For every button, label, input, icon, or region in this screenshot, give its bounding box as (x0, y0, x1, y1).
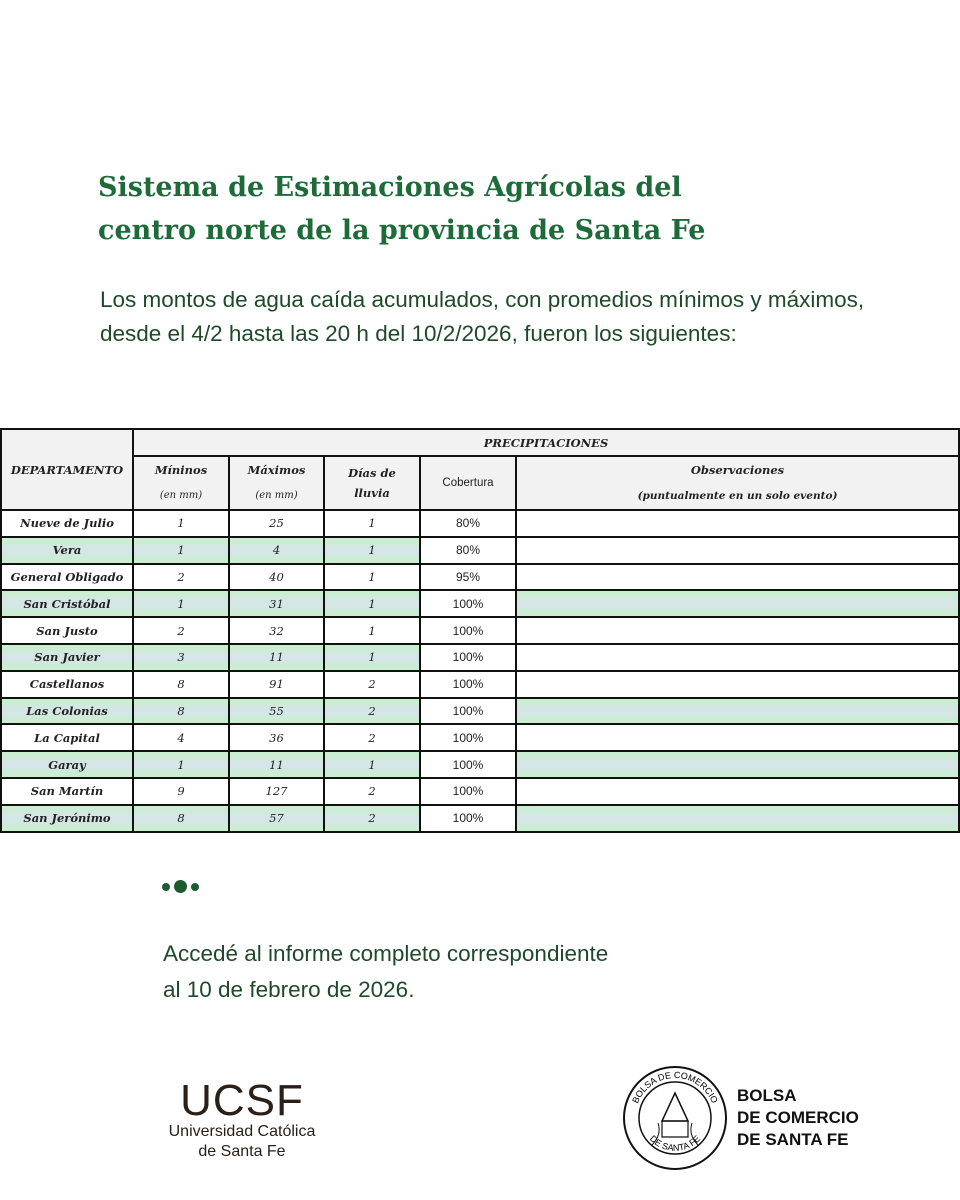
bolsa-wordmark: BOLSA DE COMERCIO DE SANTA FE (737, 1086, 859, 1149)
cell-days: 2 (324, 778, 420, 805)
cell-obs (516, 778, 959, 805)
header-departamento: DEPARTAMENTO (1, 429, 133, 510)
cell-max: 55 (229, 698, 324, 725)
cell-dept: San Jerónimo (1, 805, 133, 832)
header-precipitaciones: PRECIPITACIONES (133, 429, 959, 456)
cell-days: 2 (324, 671, 420, 698)
cell-obs (516, 671, 959, 698)
cell-cob: 100% (420, 590, 516, 617)
table-row (1, 751, 959, 778)
cell-dept: San Cristóbal (1, 590, 133, 617)
cell-cob: 100% (420, 724, 516, 751)
cell-obs (516, 564, 959, 591)
svg-text:DE SANTA FE: DE SANTA FE (647, 1133, 703, 1153)
cell-cob: 100% (420, 617, 516, 644)
cell-min: 3 (133, 644, 229, 671)
cell-max: 36 (229, 724, 324, 751)
cell-min: 1 (133, 590, 229, 617)
cell-max: 25 (229, 510, 324, 537)
page-title (98, 166, 705, 252)
cell-days: 1 (324, 644, 420, 671)
cell-cob: 95% (420, 564, 516, 591)
cell-max: 31 (229, 590, 324, 617)
title-line: centro norte de la provincia de Santa Fe (98, 215, 706, 246)
cell-min: 1 (133, 510, 229, 537)
cell-obs (516, 590, 959, 617)
cell-dept: Castellanos (1, 671, 133, 698)
cell-max: 40 (229, 564, 324, 591)
cell-obs (516, 698, 959, 725)
cell-dept: General Obligado (1, 564, 133, 591)
cell-max: 57 (229, 805, 324, 832)
cell-min: 4 (133, 724, 229, 751)
header-min: Míninos (en mm) (133, 456, 229, 510)
cell-days: 2 (324, 724, 420, 751)
cell-obs (516, 537, 959, 564)
table-row (1, 564, 959, 591)
cell-cob: 80% (420, 537, 516, 564)
header-cobertura: Cobertura (420, 456, 516, 510)
cell-obs (516, 510, 959, 537)
cell-dept: San Javier (1, 644, 133, 671)
table-row (1, 805, 959, 832)
header-max: Máximos (en mm) (229, 456, 324, 510)
cell-dept: Nueve de Julio (1, 510, 133, 537)
cta-line: al 10 de febrero de 2026. (163, 977, 415, 1002)
table-row (1, 510, 959, 537)
cell-dept: Garay (1, 751, 133, 778)
header-observaciones: Observaciones (puntualmente en un solo evento) (516, 456, 959, 510)
cell-cob: 100% (420, 751, 516, 778)
cell-min: 8 (133, 698, 229, 725)
cell-min: 2 (133, 617, 229, 644)
cell-days: 1 (324, 617, 420, 644)
cell-obs (516, 644, 959, 671)
cell-days: 2 (324, 805, 420, 832)
table-row (1, 698, 959, 725)
cell-dept: Vera (1, 537, 133, 564)
ucsf-name: de Santa Fe (198, 1143, 286, 1160)
table-row (1, 617, 959, 644)
cell-min: 8 (133, 671, 229, 698)
table-row (1, 644, 959, 671)
cell-cob: 80% (420, 510, 516, 537)
cell-obs (516, 751, 959, 778)
precipitation-table (0, 428, 960, 833)
cell-min: 2 (133, 564, 229, 591)
cta-line: Accedé al informe completo correspondiente (163, 941, 609, 966)
cell-obs (516, 724, 959, 751)
report-cta[interactable] (163, 936, 608, 1008)
ucsf-wordmark: UCSF (180, 1076, 304, 1125)
cell-dept: Las Colonias (1, 698, 133, 725)
cell-cob: 100% (420, 671, 516, 698)
cell-dept: San Justo (1, 617, 133, 644)
cell-days: 1 (324, 751, 420, 778)
table-row (1, 671, 959, 698)
intro-text: Los montos de agua caída acumulados, con promedios mínimos y máximos, desde el 4/2 hasta las 20 h del 10/2/2026, fueron los siguientes: (100, 287, 865, 346)
cell-cob: 100% (420, 644, 516, 671)
cell-max: 11 (229, 644, 324, 671)
cell-min: 8 (133, 805, 229, 832)
cell-days: 1 (324, 564, 420, 591)
cell-max: 4 (229, 537, 324, 564)
table-row (1, 778, 959, 805)
cell-cob: 100% (420, 778, 516, 805)
table-row (1, 724, 959, 751)
cell-min: 1 (133, 751, 229, 778)
cell-max: 127 (229, 778, 324, 805)
dots-ellipsis-icon (162, 880, 199, 893)
table-row (1, 537, 959, 564)
title-line: Sistema de Estimaciones Agrícolas del (98, 172, 682, 203)
table-row (1, 590, 959, 617)
cell-days: 2 (324, 698, 420, 725)
cell-min: 9 (133, 778, 229, 805)
cell-obs (516, 617, 959, 644)
cell-cob: 100% (420, 698, 516, 725)
cell-days: 1 (324, 510, 420, 537)
ucsf-name: Universidad Católica (168, 1123, 316, 1140)
cell-cob: 100% (420, 805, 516, 832)
cell-obs (516, 805, 959, 832)
cell-max: 32 (229, 617, 324, 644)
ucsf-logo (162, 1076, 322, 1162)
header-days: Días de lluvia (324, 456, 420, 510)
cell-days: 1 (324, 590, 420, 617)
cell-min: 1 (133, 537, 229, 564)
cell-max: 11 (229, 751, 324, 778)
cell-days: 1 (324, 537, 420, 564)
bolsa-seal-icon (622, 1065, 728, 1171)
svg-text:BOLSA DE COMERCIO: BOLSA DE COMERCIO (630, 1069, 720, 1105)
cell-dept: La Capital (1, 724, 133, 751)
cell-max: 91 (229, 671, 324, 698)
cell-dept: San Martín (1, 778, 133, 805)
